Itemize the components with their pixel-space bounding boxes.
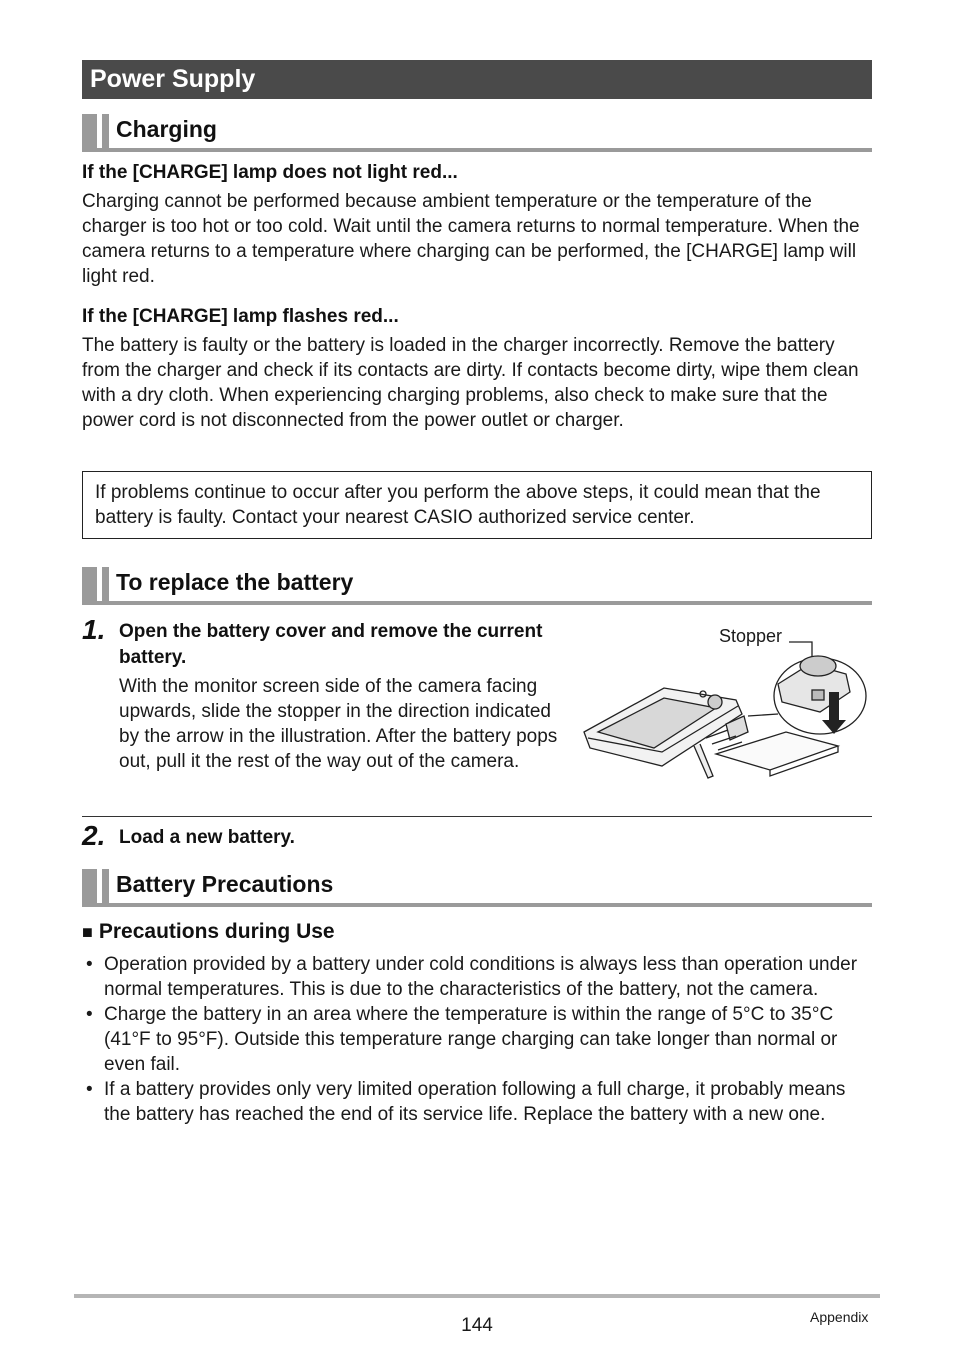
subheading-lamp-not-red: If the [CHARGE] lamp does not light red... xyxy=(82,162,458,183)
footer-section-label: Appendix xyxy=(810,1309,869,1325)
list-item xyxy=(82,952,872,1002)
bullet-icon: • xyxy=(86,1079,93,1100)
step-number-2: 2. xyxy=(82,820,106,851)
subheading-text: Precautions during Use xyxy=(98,920,335,943)
step-title-2: Load a new battery. xyxy=(119,827,295,848)
bullet-icon: • xyxy=(86,954,93,975)
heading-marker xyxy=(102,114,109,151)
subheading-lamp-flashes: If the [CHARGE] lamp flashes red... xyxy=(82,306,399,327)
section-heading-text: To replace the battery xyxy=(116,569,354,595)
list-item-text: If a battery provides only very limited operation following a full charge, it probably means the battery has reached the end of its service life. Replace the battery with a new one. xyxy=(104,1079,846,1125)
camera-strap xyxy=(694,744,713,778)
battery-removal-illustration xyxy=(576,620,876,790)
note-box: If problems continue to occur after you perform the above steps, it could mean that the battery is faulty. Contact your nearest CASIO authorized service center. xyxy=(82,471,872,539)
list-item xyxy=(82,1002,872,1077)
section-heading-replace-battery xyxy=(82,567,872,607)
heading-marker xyxy=(82,114,97,151)
heading-marker xyxy=(82,869,97,906)
list-item xyxy=(82,1077,872,1127)
heading-marker xyxy=(102,869,109,906)
step-number-1: 1. xyxy=(82,614,106,645)
section-heading-charging xyxy=(82,114,872,154)
square-bullet-icon: ■ xyxy=(82,922,93,942)
paragraph-lamp-flashes: The battery is faulty or the battery is loaded in the charger incorrectly. Remove the battery from the charger and check if its contacts are dirty. If contacts become dirty, wipe them clean with a dry cloth. When experiencing charging problems, also check to make sure that the power cord is not disconnected from the power outlet or charger. xyxy=(82,335,859,431)
precautions-list xyxy=(82,952,872,1127)
heading-rule xyxy=(82,148,872,152)
camera-dial xyxy=(708,695,722,709)
list-item-text: Charge the battery in an area where the temperature is within the range of 5°C to 35°C (41°F to 95°F). Outside this temperature range charging can take longer than normal or even fail. xyxy=(104,1004,838,1075)
step-body-1: With the monitor screen side of the camera facing upwards, slide the stopper in the direction indicated by the arrow in the illustration. After the battery pops out, pull it the rest of the way out of the camera. xyxy=(119,676,558,772)
inset-lens xyxy=(800,656,836,676)
heading-marker xyxy=(82,567,97,604)
step-divider xyxy=(82,816,872,817)
section-heading-text: Battery Precautions xyxy=(116,871,334,897)
stopper-label: Stopper xyxy=(719,626,783,646)
bullet-icon: • xyxy=(86,1004,93,1025)
page-title: Power Supply xyxy=(82,60,872,99)
inset-stopper xyxy=(812,690,824,700)
heading-rule xyxy=(82,903,872,907)
list-item-text: Operation provided by a battery under cold conditions is always less than operation under normal temperatures. This is due to the characteristics of the battery, not the camera. xyxy=(104,954,858,1000)
page-number: 144 xyxy=(461,1315,493,1336)
section-heading-battery-precautions xyxy=(82,869,872,909)
footer-rule xyxy=(74,1294,880,1298)
heading-rule xyxy=(82,601,872,605)
paragraph-lamp-not-red: Charging cannot be performed because ambient temperature or the temperature of the charger is too hot or too cold. Wait until the camera returns to normal temperature. When the camera returns to a temperature where charging can be performed, the [CHARGE] lamp will light red. xyxy=(82,191,860,287)
subheading-precautions-during-use xyxy=(82,920,335,944)
section-heading-text: Charging xyxy=(116,116,217,142)
heading-marker xyxy=(102,567,109,604)
magnifier-pointer xyxy=(748,714,778,716)
step-title-1: Open the battery cover and remove the current battery. xyxy=(119,621,543,668)
